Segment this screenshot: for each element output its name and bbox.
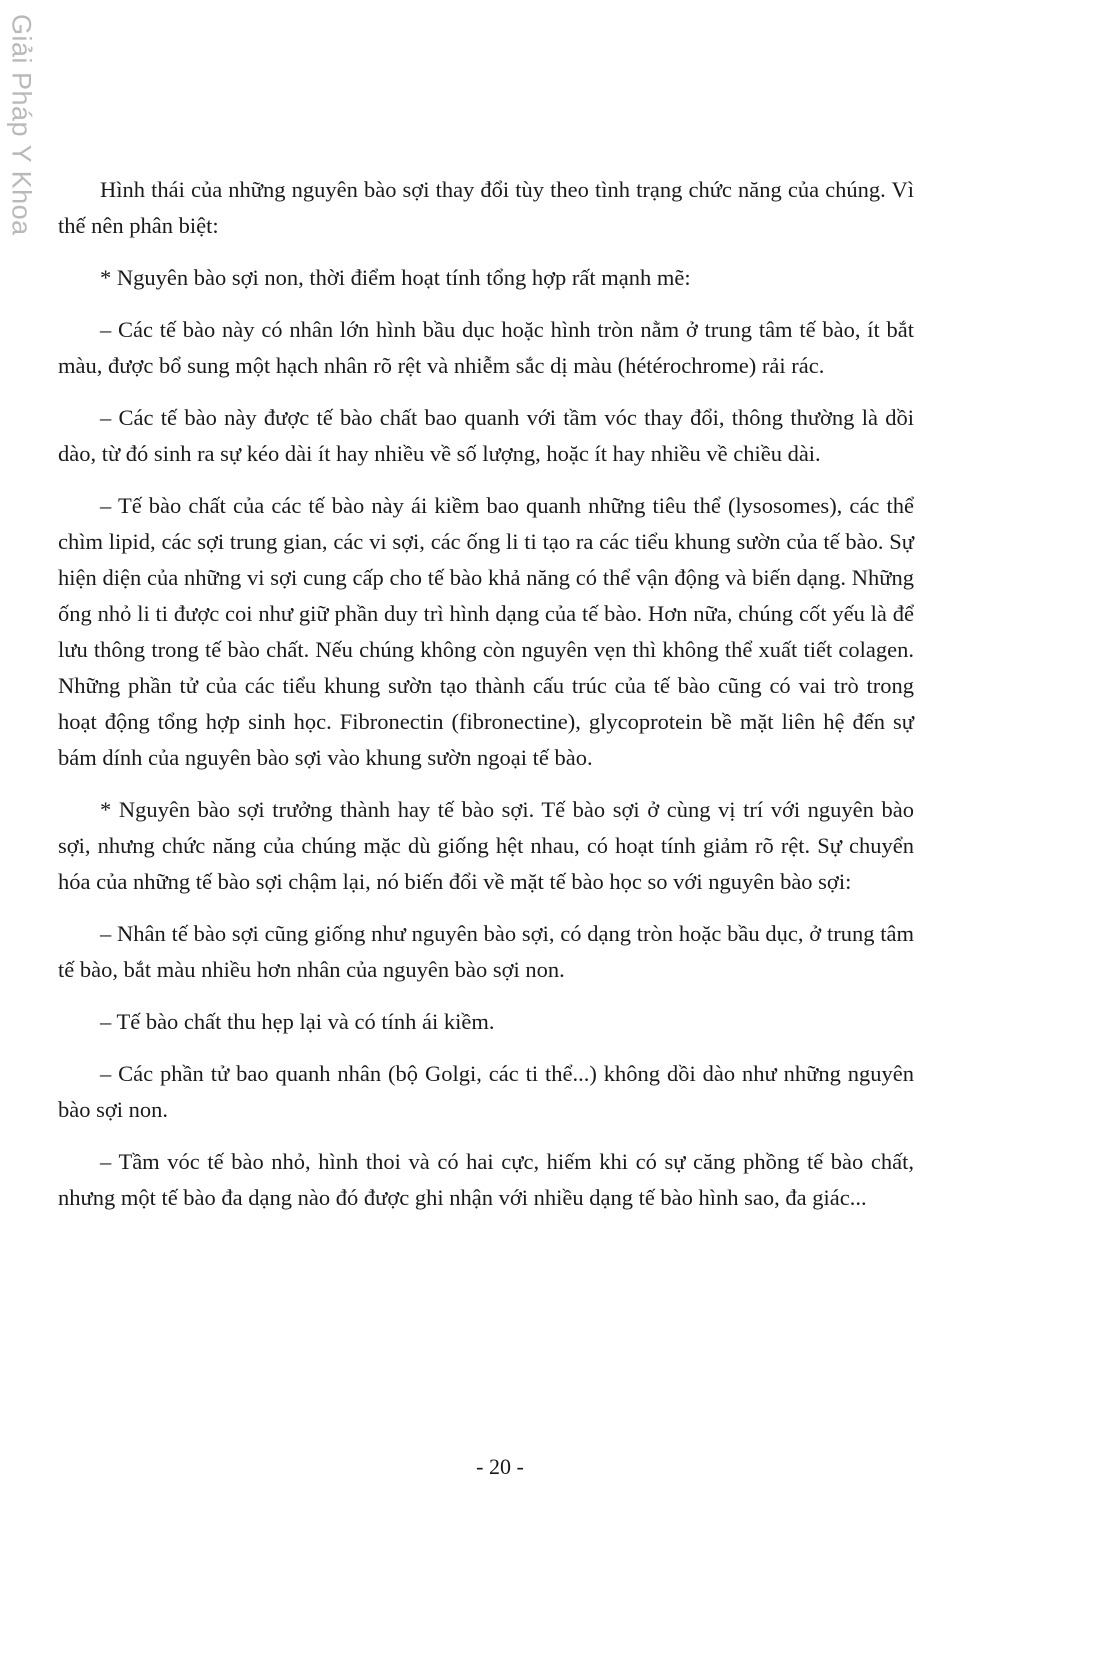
paragraph: – Tế bào chất thu hẹp lại và có tính ái kiềm. xyxy=(100,1009,495,1034)
paragraph: – Các phần tử bao quanh nhân (bộ Golgi, các ti thể...) không dồi dào như những nguyên bào sợi non. xyxy=(58,1061,914,1122)
paragraph: – Các tế bào này có nhân lớn hình bầu dục hoặc hình tròn nằm ở trung tâm tế bào, ít bắt màu, được bổ sung một hạch nhân rõ rệt và nhiễm sắc dị màu (hétérochrome) rải rác. xyxy=(58,317,914,378)
paragraph: * Nguyên bào sợi non, thời điểm hoạt tính tổng hợp rất mạnh mẽ: xyxy=(100,265,691,290)
paragraph: – Tế bào chất của các tế bào này ái kiềm bao quanh những tiêu thể (lysosomes), các thể chìm lipid, các sợi trung gian, các vi sợi, các ống li ti tạo ra các tiểu khung sườn của tế bào. Sự hiện diện của những vi sợi cung cấp cho tế bào khả năng có thể vận động và biến dạng. Những ống nhỏ li ti được coi như giữ phần duy trì hình dạng của tế bào. Hơn nữa, chúng cốt yếu là để lưu thông trong tế bào chất. Nếu chúng không còn nguyên vẹn thì không thể xuất tiết colagen. Những phần tử của các tiểu khung sườn tạo thành cấu trúc của tế bào cũng có vai trò trong hoạt động tổng hợp sinh học. Fibronectin (fibronectine), glycoprotein bề mặt liên hệ đến sự bám dính của nguyên bào sợi vào khung sườn ngoại tế bào. xyxy=(58,493,914,770)
body-text xyxy=(58,172,914,1232)
paragraph: – Tầm vóc tế bào nhỏ, hình thoi và có hai cực, hiếm khi có sự căng phồng tế bào chất, nhưng một tế bào đa dạng nào đó được ghi nhận với nhiều dạng tế bào hình sao, đa giác... xyxy=(58,1149,914,1210)
paragraph: – Các tế bào này được tế bào chất bao quanh với tầm vóc thay đổi, thông thường là dồi dào, từ đó sinh ra sự kéo dài ít hay nhiều về số lượng, hoặc ít hay nhiều về chiều dài. xyxy=(58,405,914,466)
watermark-text: Giải Pháp Y Khoa xyxy=(6,14,37,236)
page-number: - 20 - xyxy=(476,1454,524,1479)
watermark xyxy=(4,14,38,236)
paragraph: * Nguyên bào sợi trưởng thành hay tế bào sợi. Tế bào sợi ở cùng vị trí với nguyên bào sợi, nhưng chức năng của chúng mặc dù giống hệt nhau, có hoạt tính giảm rõ rệt. Sự chuyển hóa của những tế bào sợi chậm lại, nó biến đổi về mặt tế bào học so với nguyên bào sợi: xyxy=(58,797,914,894)
paragraph: Hình thái của những nguyên bào sợi thay đổi tùy theo tình trạng chức năng của chúng. Vì thế nên phân biệt: xyxy=(58,177,914,238)
paragraph: – Nhân tế bào sợi cũng giống như nguyên bào sợi, có dạng tròn hoặc bầu dục, ở trung tâm tế bào, bắt màu nhiều hơn nhân của nguyên bào sợi non. xyxy=(58,921,914,982)
